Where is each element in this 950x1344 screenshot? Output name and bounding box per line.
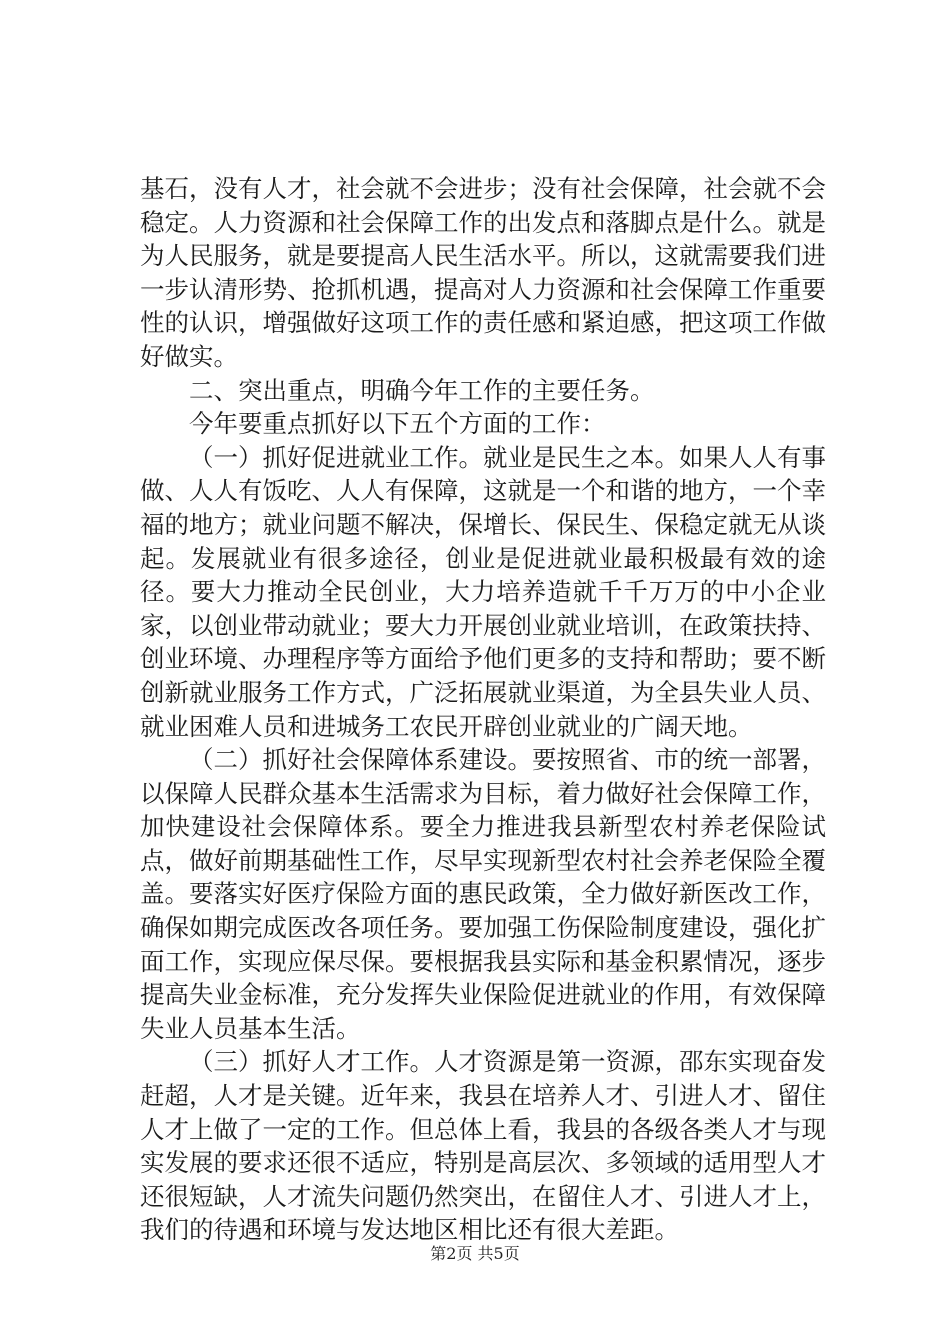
paragraph-employment: （一）抓好促进就业工作。就业是民生之本。如果人人有事做、人人有饭吃、人人有保障，这就是一个和谐的地方，一个幸福的地方；就业问题不解决，保增长、保民生、保稳定就无从谈起。发展就业有很多途径，创业是促进就业最积极最有效的途径。要大力推动全民创业，大力培养造就千千万万的中小企业家，以创业带动就业；要大力开展创业就业培训，在政策扶持、创业环境、办理程序等方面给予他们更多的支持和帮助；要不断创新就业服务工作方式，广泛拓展就业渠道，为全县失业人员、就业困难人员和进城务工农民开辟创业就业的广阔天地。 xyxy=(140,442,826,741)
document-body xyxy=(140,172,826,1247)
paragraph-social-security: （二）抓好社会保障体系建设。要按照省、市的统一部署，以保障人民群众基本生活需求为目标，着力做好社会保障工作，加快建设社会保障体系。要全力推进我县新型农村养老保险试点，做好前期基础性工作，尽早实现新型农村社会养老保险全覆盖。要落实好医疗保险方面的惠民政策，全力做好新医改工作，确保如期完成医改各项任务。要加强工伤保险制度建设，强化扩面工作，实现应保尽保。要根据我县实际和基金积累情况，逐步提高失业金标准，充分发挥失业保险促进就业的作用，有效保障失业人员基本生活。 xyxy=(140,745,826,1043)
paragraph-talent: （三）抓好人才工作。人才资源是第一资源，邵东实现奋发赶超，人才是关键。近年来，我县在培养人才、引进人才、留住人才上做了一定的工作。但总体上看，我县的各级各类人才与现实发展的要求还很不适应，特别是高层次、多领域的适用型人才还很短缺，人才流失问题仍然突出，在留住人才、引进人才上，我们的待遇和环境与发达地区相比还有很大差距。 xyxy=(140,1047,826,1245)
page-number-footer: 第2页 共5页 xyxy=(430,1244,520,1263)
section-heading-two: 二、突出重点，明确今年工作的主要任务。 xyxy=(189,375,655,405)
paragraph-intro-five-tasks: 今年要重点抓好以下五个方面的工作： xyxy=(189,409,606,439)
paragraph-continuation: 基石，没有人才，社会就不会进步；没有社会保障，社会就不会稳定。人力资源和社会保障工作的出发点和落脚点是什么。就是为人民服务，就是要提高人民生活水平。所以，这就需要我们进一步认清形势、抢抓机遇，提高对人力资源和社会保障工作重要性的认识，增强做好这项工作的责任感和紧迫感，把这项工作做好做实。 xyxy=(140,174,826,371)
